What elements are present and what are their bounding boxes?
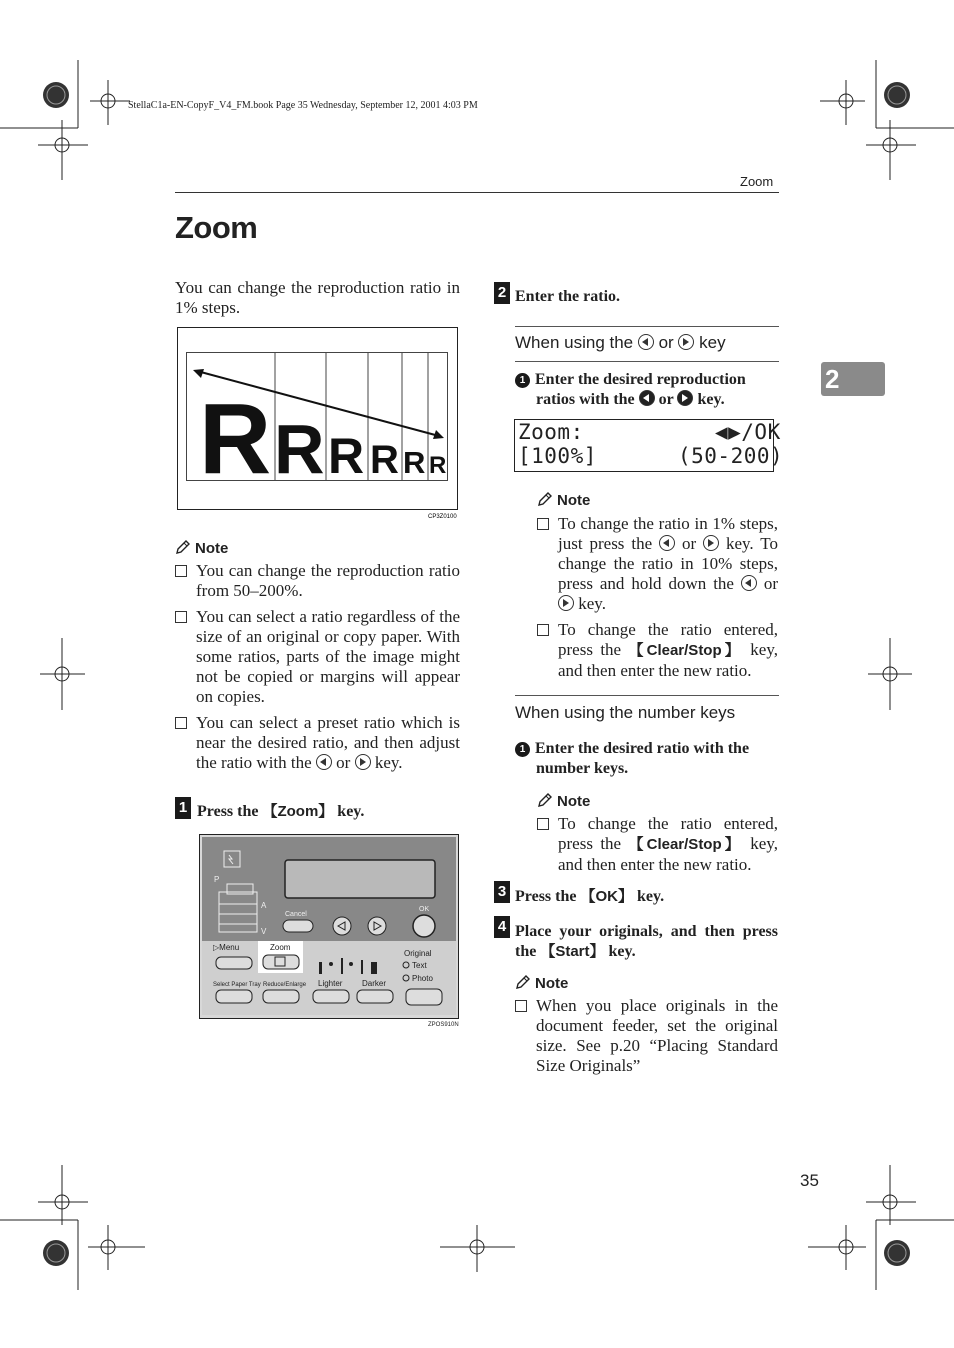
intro-text: You can change the reproduction ratio in 1% steps.	[175, 278, 460, 317]
step-1-text: Press the 【Zoom】 key.	[197, 803, 365, 820]
note-4-list	[515, 996, 778, 1082]
note-item: You can select a preset ratio which is near the desired ratio, and then adjust the ratio with the or key.	[175, 713, 460, 773]
right-arrow-key-icon	[703, 535, 719, 551]
page-number: 35	[800, 1171, 819, 1190]
pencil-icon	[537, 491, 553, 507]
note-item: To change the ratio in 1% steps, just press the or key. To change the ratio in 10% steps, press and hold down the or key.	[537, 514, 778, 614]
right-arrow-key-icon	[355, 754, 371, 770]
note-item: You can change the reproduction ratio from 50–200%.	[175, 561, 460, 601]
left-arrow-key-icon	[638, 334, 654, 350]
svg-text:Text: Text	[412, 961, 427, 970]
header-rule	[175, 192, 779, 193]
note-item: When you place originals in the document feeder, set the original size. See p.20 “Placing Standard Size Originals”	[515, 996, 778, 1076]
left-arrow-key-icon	[316, 754, 332, 770]
substep-a: 1 Enter the desired reproduction ratios with the or key.	[515, 370, 780, 410]
panel-code: ZPOS910N	[428, 1022, 459, 1028]
right-arrow-key-icon	[678, 334, 694, 350]
pencil-icon	[515, 974, 531, 990]
section-rule	[515, 326, 779, 327]
left-arrow-key-icon	[659, 535, 675, 551]
section-rule	[515, 361, 779, 362]
step-3-badge: 3	[494, 881, 510, 903]
note-title-4: Note	[515, 974, 568, 992]
letter-r-200: R	[199, 383, 272, 495]
note-item: To change the ratio entered, press the 【Clear/Stop】 key, and then enter the new ratio.	[537, 814, 778, 875]
note-item: You can select a ratio regardless of the size of an original or copy paper. With some ratios, parts of the image might not be copied or margins will appear on copies.	[175, 607, 460, 707]
chapter-tab[interactable]: 2	[821, 362, 885, 396]
section-heading-number-keys: When using the number keys	[515, 703, 736, 722]
note-title-1: Note	[175, 539, 228, 557]
svg-text:Zoom: Zoom	[270, 943, 291, 952]
right-arrow-key-icon	[558, 595, 574, 611]
left-arrow-key-icon	[741, 575, 757, 591]
svg-text:P: P	[214, 875, 220, 884]
svg-text:Original: Original	[404, 949, 432, 958]
print-header: StellaC1a-EN-CopyF_V4_FM.book Page 35 Wednesday, September 12, 2001 4:03 PM	[128, 100, 478, 111]
note-2-list	[537, 514, 778, 687]
letter-r-120: R	[328, 428, 365, 484]
svg-text:Select Paper Tray: Select Paper Tray	[213, 982, 261, 988]
running-head: Zoom	[740, 174, 774, 189]
note-title-3: Note	[537, 792, 590, 810]
lcd-display	[514, 419, 784, 472]
pencil-icon	[175, 539, 191, 555]
svg-text:Photo: Photo	[412, 974, 433, 983]
letter-r-100: R	[370, 438, 399, 482]
step-3-text: Press the 【OK】 key.	[515, 888, 665, 905]
svg-text:Reduce/Enlarge: Reduce/Enlarge	[263, 982, 307, 988]
figure1-code: CP3Z0100	[428, 514, 457, 520]
lcd-line-2-right: (50-200)	[678, 444, 784, 468]
panel-ok-label: OK	[419, 906, 430, 913]
note-3-list	[537, 814, 778, 881]
substep-b: 1 Enter the desired ratio with the number keys.	[515, 739, 801, 779]
page-title: Zoom	[175, 210, 258, 245]
step-2-badge: 2	[494, 282, 510, 304]
svg-text:▷Menu: ▷Menu	[213, 943, 240, 952]
panel-cancel-label: Cancel	[285, 911, 307, 918]
svg-text:Darker: Darker	[362, 979, 387, 988]
letter-r-60: R	[429, 452, 447, 479]
step-2-text: Enter the ratio.	[515, 288, 621, 305]
letter-r-150: R	[274, 410, 325, 488]
svg-text:Lighter: Lighter	[318, 979, 343, 988]
note-item: To change the ratio entered, press the 【Clear/Stop】 key, and then enter the new ratio.	[537, 620, 778, 681]
step-4-badge: 4	[494, 916, 510, 938]
control-panel-illustration	[199, 834, 461, 1030]
pencil-icon	[537, 792, 553, 808]
svg-text:A: A	[261, 901, 267, 910]
lcd-line-1-right: ◀▶/OK	[715, 420, 781, 444]
left-note-list	[175, 561, 460, 779]
note-title-2: Note	[537, 491, 590, 509]
section-rule	[515, 695, 779, 696]
left-arrow-key-icon	[639, 390, 655, 406]
lcd-line-2: [100%]	[518, 444, 597, 468]
step-4-text: Place your originals, and then press the 【Start】 key.	[515, 923, 778, 960]
svg-text:V: V	[261, 927, 267, 936]
right-arrow-key-icon	[677, 390, 693, 406]
section-heading-arrow-keys: When using the or key	[515, 333, 726, 352]
lcd-line-1: Zoom:	[518, 420, 584, 444]
zoom-illustration	[177, 327, 459, 524]
letter-r-80: R	[403, 445, 426, 480]
step-1-badge: 1	[175, 797, 191, 819]
